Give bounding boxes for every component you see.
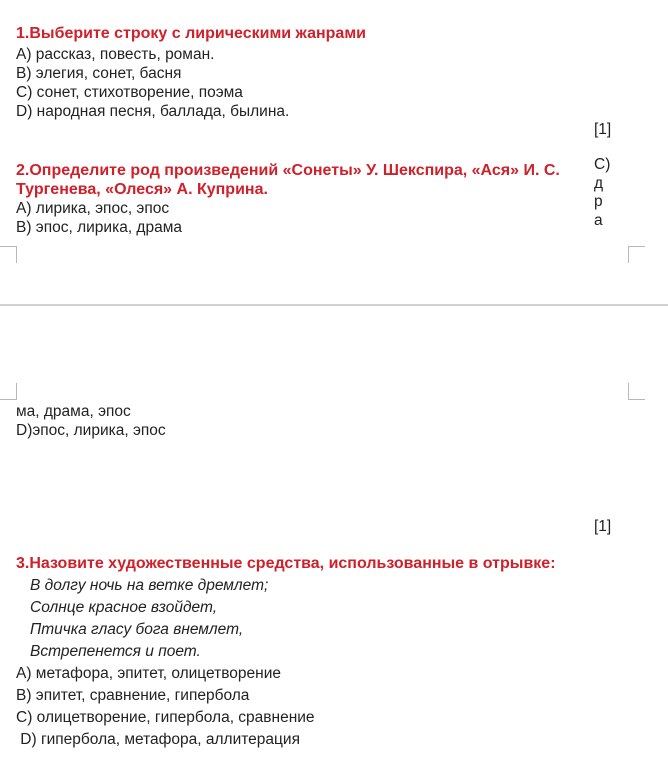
question-3-option-a: А) метафора, эпитет, олицетворение [16,665,281,682]
vertical-letter: а [594,211,603,229]
question-3-option-c: С) олицетворение, гипербола, сравнение [16,709,315,726]
page-break-divider [0,304,668,306]
question-3-title: 3.Назовите художественные средства, использованные в отрывке: [16,555,556,572]
vertical-letter: С) [594,156,611,173]
question-2-option-a: А) лирика, эпос, эпос [16,200,170,217]
poem-line: В долгу ночь на ветке дремлет; [30,577,269,594]
poem-line: Птичка гласу бога внемлет, [30,621,244,638]
poem-line: Встрепенется и поет. [30,643,201,660]
question-2-option-d: D)эпос, лирика, эпос [16,422,166,439]
question-3-option-d: D) гипербола, метафора, аллитерация [16,731,300,748]
page-corner-mark [0,246,17,263]
page-corner-mark [0,383,17,400]
page-corner-mark [628,246,645,263]
question-2-score: [1] [594,518,612,535]
question-1-score: [1] [594,121,612,138]
question-1-option-c: С) сонет, стихотворение, поэма [16,84,243,101]
question-2-title-line-2: Тургенева, «Олеся» А. Куприна. [16,181,268,198]
question-1-option-a: А) рассказ, повесть, роман. [16,46,215,63]
question-2-option-c-vertical [594,156,610,230]
question-2-title-line-1: 2.Определите род произведений «Сонеты» У. Шекспира, «Ася» И. С. [16,162,560,179]
page-corner-mark [628,383,645,400]
question-2-option-c-continued: ма, драма, эпос [16,403,131,420]
question-1-option-b: В) элегия, сонет, басня [16,65,182,82]
question-3-option-b: В) эпитет, сравнение, гипербола [16,687,250,704]
vertical-letter: д [594,174,604,192]
poem-line: Солнце красное взойдет, [30,599,217,616]
question-1-option-d: D) народная песня, баллада, былина. [16,103,290,120]
question-1-title: 1.Выберите строку с лирическими жанрами [16,25,366,42]
question-2-option-b: В) эпос, лирика, драма [16,219,182,236]
vertical-letter: р [594,193,603,210]
